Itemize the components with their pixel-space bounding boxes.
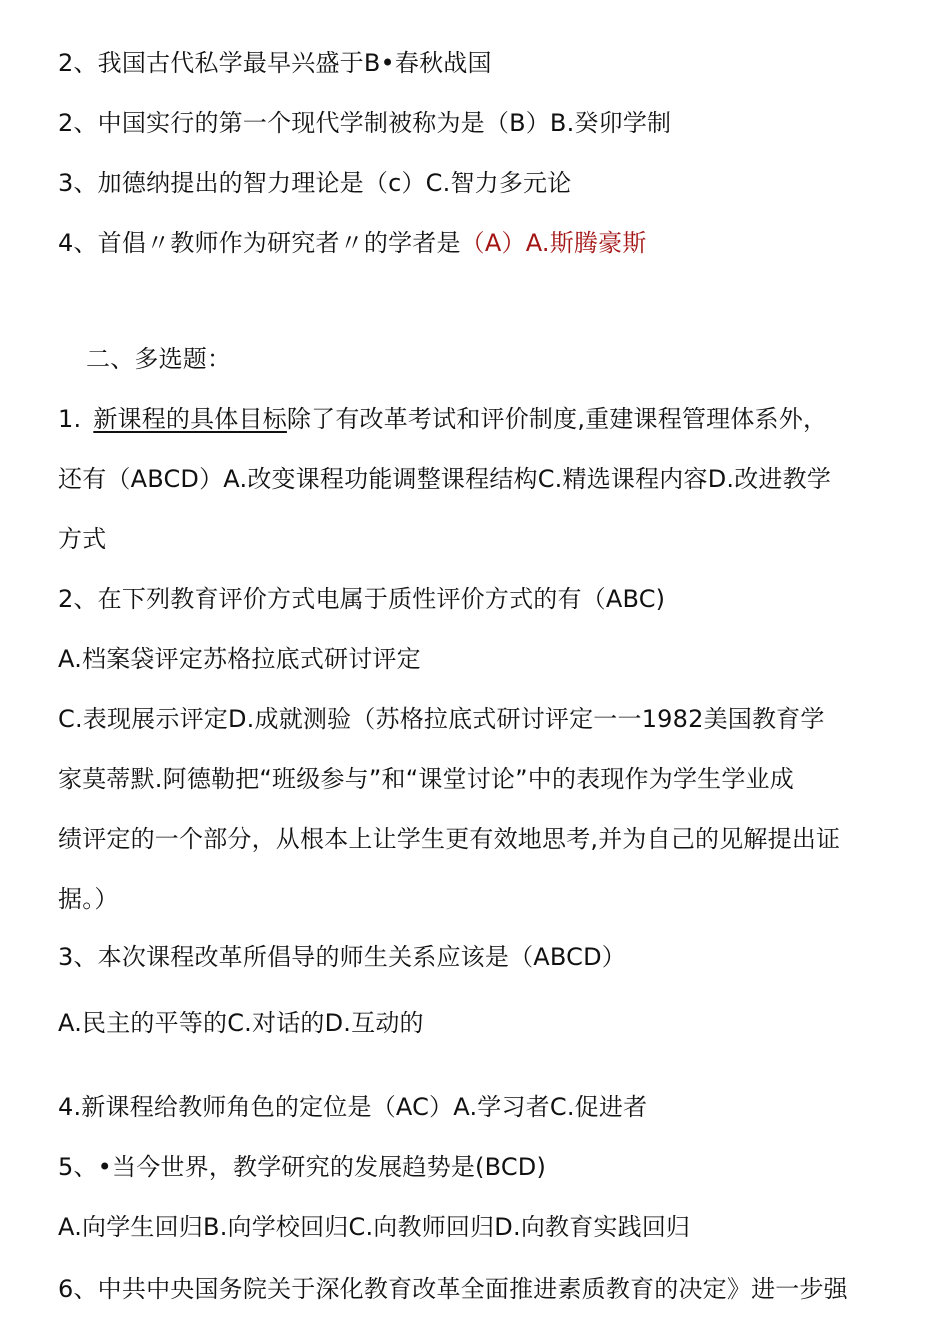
mc-q5-line1: 5、•当今世界，教学研究的发展趋势是(BCD): [58, 1153, 547, 1181]
sc-item-3: 3、加德纳提出的智力理论是（c）C.智力多元论: [58, 169, 572, 197]
mc-q2-line3: C.表现展示评定D.成就测验（苏格拉底式研讨评定一一1982美国教育学: [58, 705, 825, 733]
mc-q5-line2: A.向学生回归B.向学校回归C.向教师回归D.向教育实践回归: [58, 1213, 691, 1241]
sc-item-4-answer-name: 斯腾豪斯: [549, 229, 647, 257]
sc-item-2a: 2、我国古代私学最早兴盛于B•春秋战国: [58, 49, 492, 77]
sc-item-4: [58, 228, 892, 258]
sc-item-4-question: 4、首倡〃教师作为研究者〃的学者是: [58, 229, 461, 257]
mc-q1-line1: [58, 404, 892, 434]
mc-q2-line6: 据。）: [58, 885, 119, 913]
section-title-multi-choice: 二、多选题：: [86, 345, 232, 373]
mc-q1-line3: 方式: [58, 525, 107, 553]
mc-q1-underlined-term: 新课程的具体目标: [93, 405, 287, 433]
mc-q3-line1: 3、本次课程改革所倡导的师生关系应该是（ABCD）: [58, 943, 626, 971]
mc-q2-line5: 绩评定的一个部分，从根本上让学生更有效地思考,并为自己的见解提出证: [58, 825, 841, 853]
mc-q3-line2: A.民主的平等的C.对话的D.互动的: [58, 1009, 424, 1037]
mc-q2-line4: 家莫蒂默.阿德勒把“班级参与”和“课堂讨论”中的表现作为学生学业成: [58, 765, 794, 793]
mc-q1-rest: 除了有改革考试和评价制度,重建课程管理体系外，: [286, 405, 828, 433]
mc-q2-line1: 2、在下列教育评价方式电属于质性评价方式的有（ABC): [58, 585, 666, 613]
mc-q1-number: 1.: [58, 405, 82, 433]
mc-q1-line2: 还有（ABCD）A.改变课程功能调整课程结构C.精选课程内容D.改进教学: [58, 465, 832, 493]
sc-item-4-answer: （A）A.: [460, 229, 550, 257]
mc-q6-line1: 6、中共中央国务院关于深化教育改革全面推进素质教育的决定》进一步强: [58, 1275, 848, 1303]
mc-q2-line2: A.档案袋评定苏格拉底式研讨评定: [58, 645, 421, 673]
mc-q4-line1: 4.新课程给教师角色的定位是（AC）A.学习者C.促进者: [58, 1093, 648, 1121]
sc-item-2b: 2、中国实行的第一个现代学制被称为是（B）B.癸卯学制: [58, 109, 672, 137]
